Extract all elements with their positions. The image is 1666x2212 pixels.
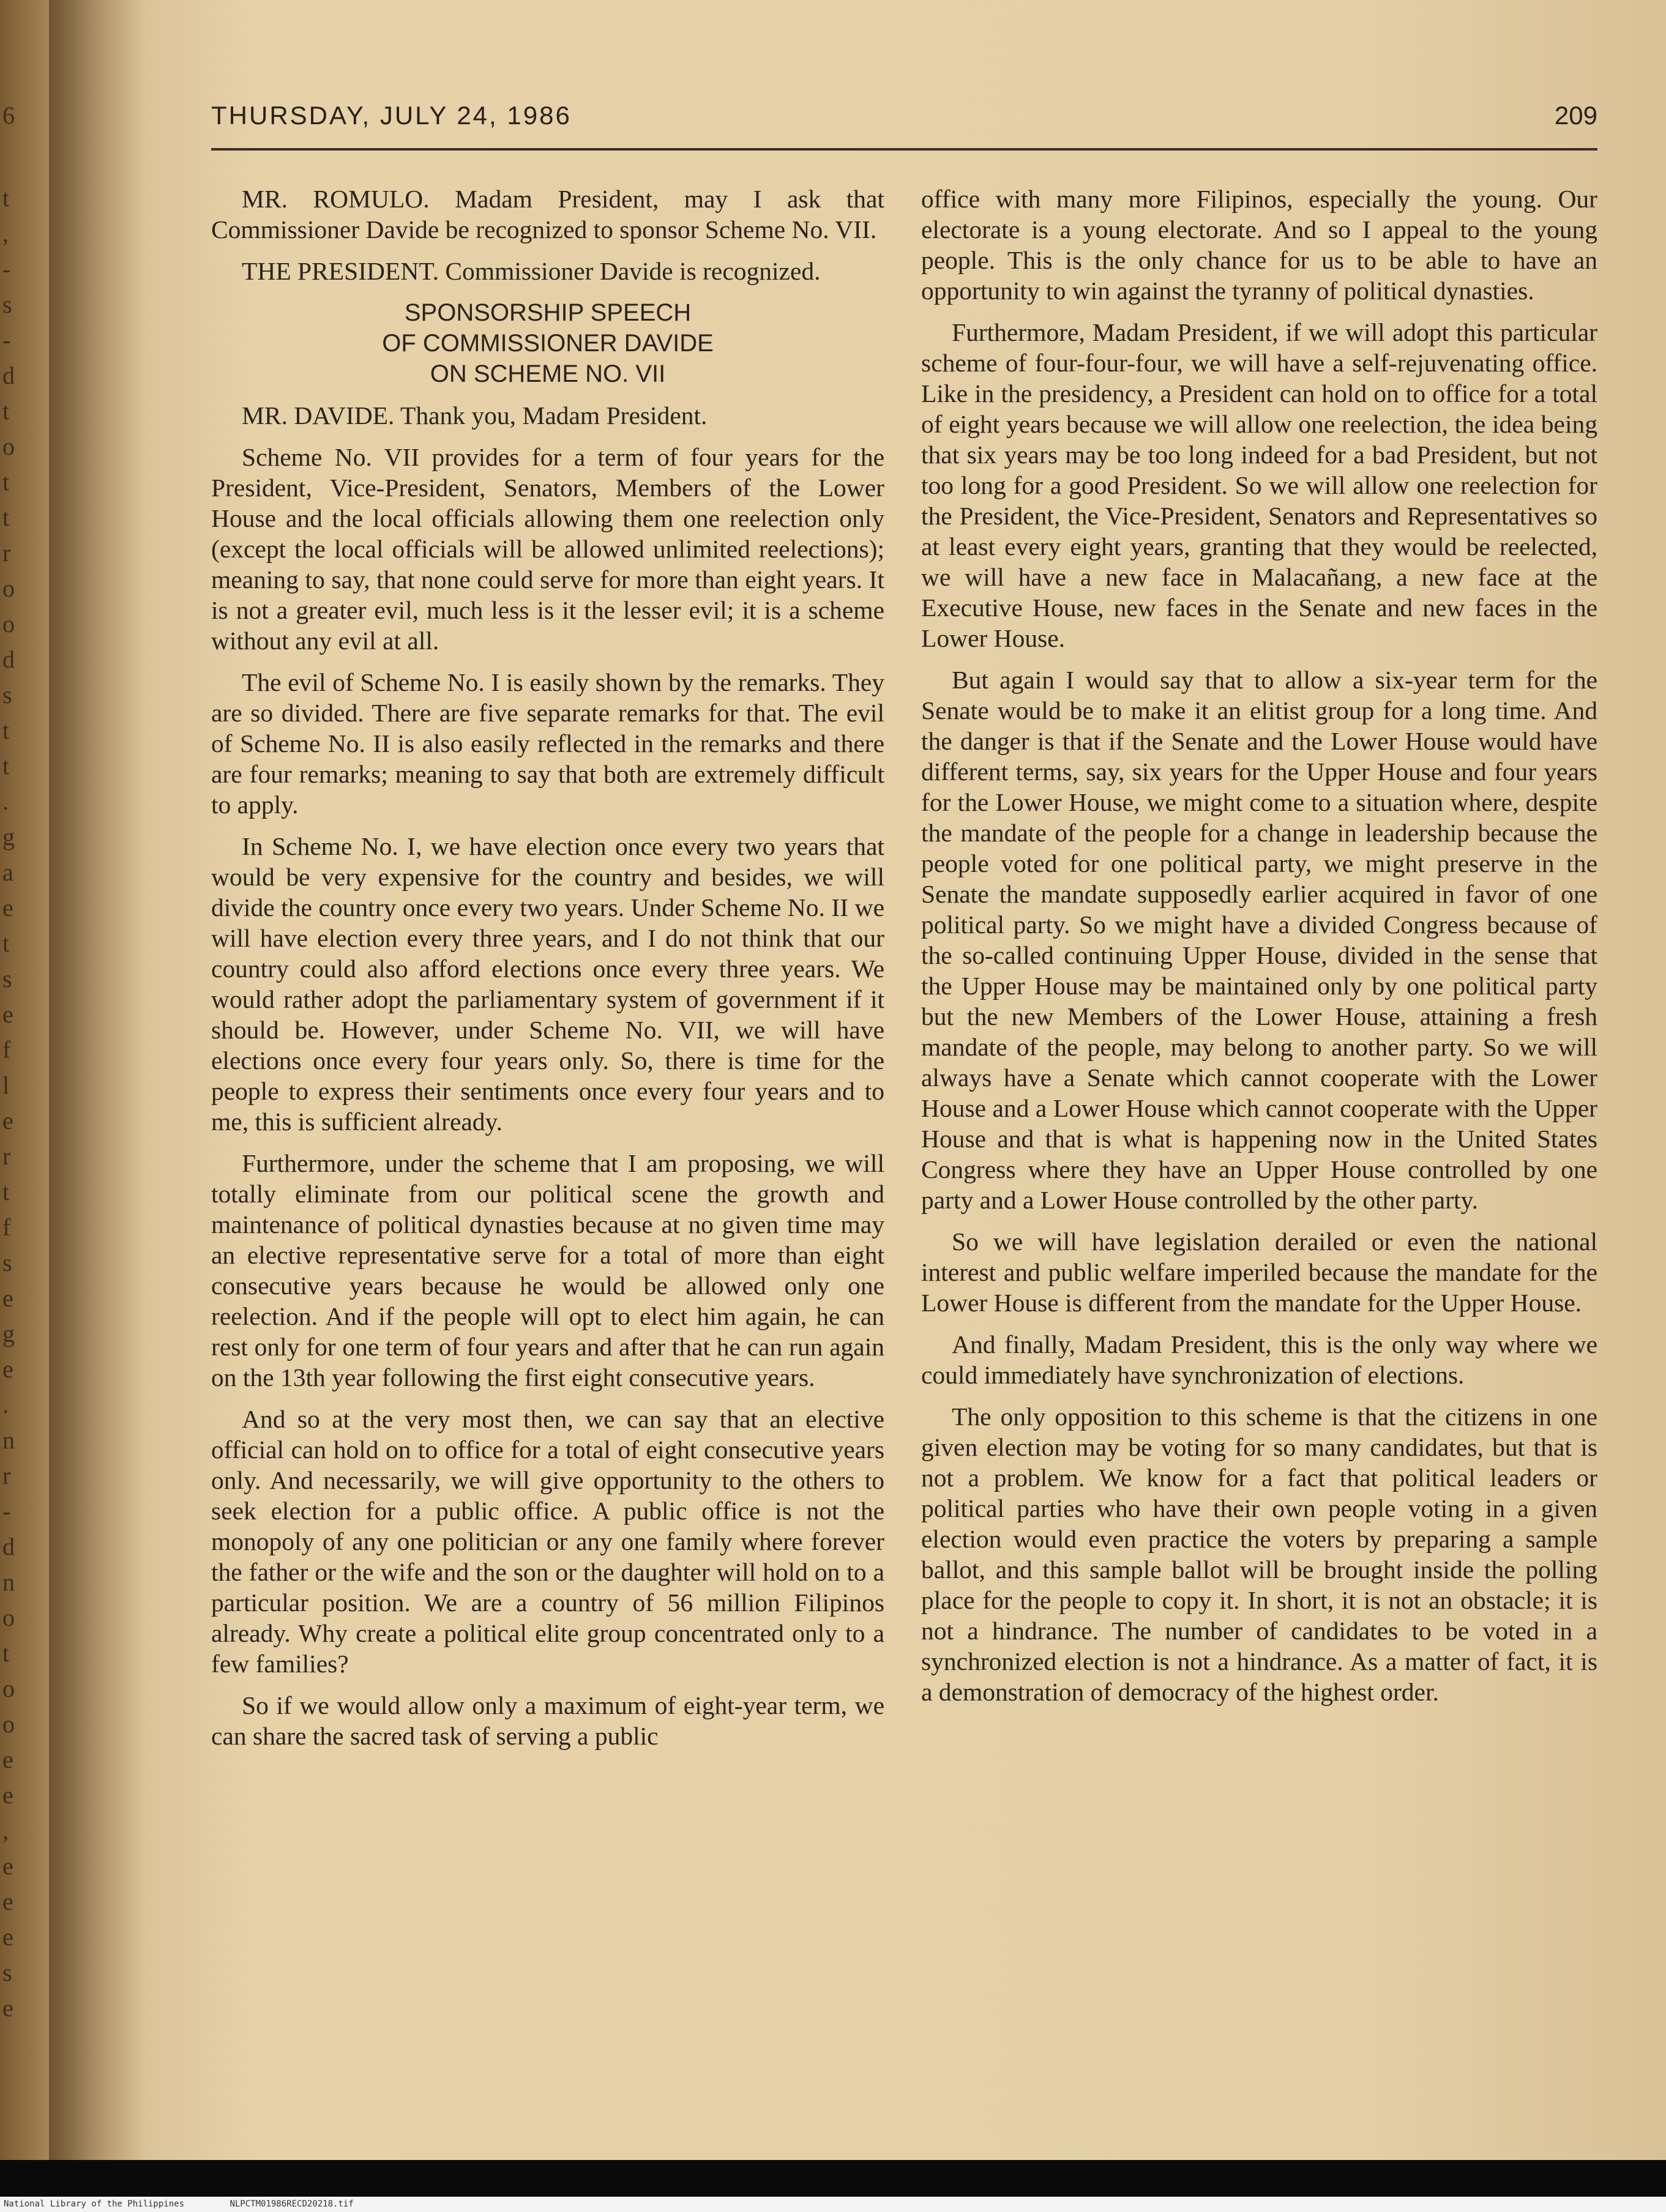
facing-page-fragment: d: [2, 362, 15, 389]
facing-page-fragment: o: [2, 1675, 15, 1702]
paragraph: Furthermore, under the scheme that I am proposing, we will totally eliminate from our political scene the growth and maintenance of political dynasties because at no given time may an elective representative serve for a total of more than eight consecutive years because he would be allowed only one reelection. And if the people will opt to elect him again, he can rest only for one term of four years and after that he can run again on the 13th year following the first eight consecutive years.: [211, 1149, 884, 1391]
facing-page-fragment: n: [2, 1426, 15, 1454]
left-column: [211, 184, 884, 1762]
paragraph: So if we would allow only a maximum of eight-year term, we can share the sacred task of serving a public: [211, 1691, 884, 1750]
facing-page-fragment: t: [2, 504, 10, 531]
facing-page-fragment: n: [2, 1568, 15, 1596]
facing-page-fragment: o: [2, 1710, 15, 1738]
facing-page-fragment: o: [2, 433, 15, 460]
paragraph: But again I would say that to allow a six-year term for the Senate would be to make it an elitist group for a long time. And the danger is that if the Senate and the Lower House would have different terms, say, six years for the Upper House and four years for the Lower House, we might come to a situation where, despite the mandate of the people for a change in leadership because the people voted for one political party, we might preserve in the Senate the mandate supposedly earlier acquired in favor of one political party. So we might have a divided Congress because of the so-called continuing Upper House, divided in the sense that the Upper House may be maintained only by one political party but the new Members of the Lower House, attaining a fresh mandate of the people, may belong to another party. So we will always have a Senate which cannot cooperate with the Lower House and a Lower House which cannot cooperate with the Upper House and that is what is happening now in the United States Congress where they have an Upper House controlled by one party and a Lower House controlled by the other party.: [921, 666, 1597, 1214]
facing-page-margin: [0, 0, 49, 2160]
facing-page-fragment: t: [2, 468, 10, 496]
section-heading: [211, 297, 884, 389]
paragraph-romulo: MR. ROMULO. Madam President, may I ask that Commissioner Davide be recognized to sponsor Scheme No. VII.: [211, 185, 884, 244]
facing-page-fragment: e: [2, 1746, 13, 1773]
facing-page-fragment: ,: [2, 220, 9, 247]
facing-page-fragment: o: [2, 1604, 15, 1631]
paragraph: The only opposition to this scheme is that the citizens in one given election may be voting for so many candidates, but that is not a problem. We know for a fact that political leaders or political parties who have their own people voting in a given election would even practice the voters by preparing a sample ballot, and this sample ballot will be brought inside the polling place for the people to copy it. In short, it is not an obstacle; it is not a hindrance. The number of candidates to be voted in a synchronized election is not a hindrance. As a matter of fact, it is a demonstration of democracy of the highest order.: [921, 1402, 1597, 1706]
paragraph: The evil of Scheme No. I is easily shown by the remarks. They are so divided. There are five separate remarks for that. The evil of Scheme No. II is also easily reflected in the remarks and there are four remarks; meaning to say that both are extremely difficult to apply.: [211, 668, 884, 819]
facing-page-fragment: f: [2, 1036, 11, 1063]
paragraph-davide: MR. DAVIDE. Thank you, Madam President.: [242, 401, 708, 430]
facing-page-fragment: l: [2, 1071, 10, 1099]
paragraph: Furthermore, Madam President, if we will adopt this particular scheme of four-four-four, we will have a self-rejuvenating office. Like in the presidency, a President can hold on to office for a total of eight years because we will allow one reelection, the idea being that six years may be too long indeed for a bad President, but not too long for a good President. So we will allow one reelection for the President, the Vice-President, Senators and Representatives so at least every eight years, granting that they would be reelected, we will have a new face in Malacañang, a new face at the Executive House, new faces in the Senate and new faces in the Lower House.: [921, 318, 1597, 652]
heading-line: SPONSORSHIP SPEECH: [404, 299, 692, 326]
facing-page-fragment: d: [2, 646, 15, 673]
facing-page-fragment: e: [2, 1284, 13, 1312]
page-header: [211, 101, 1597, 150]
facing-page-fragment: g: [2, 1320, 15, 1347]
facing-page-fragment: e: [2, 1355, 13, 1383]
facing-page-fragment: r: [2, 1142, 11, 1170]
paragraph: And so at the very most then, we can say that an elective official can hold on to office for a total of eight consecutive years only. And necessarily, we will give opportunity to the others to seek election for a public office. A public office is not the monopoly of any one politician or any one family where forever the father or the wife and the son or the daughter will hold on to a particular position. We are a country of 56 million Filipinos already. Why create a political elite group concentrated only to a few families?: [211, 1405, 884, 1678]
facing-page-fragment: t: [2, 397, 10, 425]
page-number: 209: [1554, 101, 1597, 130]
facing-page-fragment: e: [2, 1781, 13, 1809]
footer-filename: NLPCTM01986RECD20218.tif: [230, 2199, 354, 2209]
facing-page-fragment: .: [2, 788, 9, 815]
paragraph: Scheme No. VII provides for a term of four years for the President, Vice-President, Senators, Members of the Lower House and the local officials allowing them one reelection only (except the local officials will be allowed unlimited reelections); meaning to say, that none could serve for more than eight years. It is not a greater evil, much less is it the lesser evil; it is a scheme without any evil at all.: [211, 443, 884, 655]
facing-page-fragment: e: [2, 1852, 13, 1880]
facing-page-fragment: t: [2, 929, 10, 957]
heading-line: ON SCHEME NO. VII: [430, 360, 666, 387]
facing-page-fragment: -: [2, 255, 11, 283]
facing-page-fragment: d: [2, 1533, 15, 1560]
right-column: [921, 184, 1597, 1718]
facing-page-fragment: t: [2, 717, 10, 744]
facing-page-fragment: s: [2, 681, 12, 709]
facing-page-fragment: -: [2, 326, 11, 354]
facing-page-fragment: o: [2, 610, 15, 638]
paragraph: And finally, Madam President, this is the only way where we could immediately have synchronization of elections.: [921, 1330, 1597, 1389]
facing-page-fragment: s: [2, 1959, 12, 1986]
facing-page-fragment: t: [2, 1639, 10, 1667]
facing-page-fragment: e: [2, 1923, 13, 1951]
facing-page-fragment: t: [2, 752, 10, 780]
facing-page-fragment: g: [2, 823, 15, 851]
facing-page-fragment: s: [2, 291, 12, 318]
scan-footer: [0, 2197, 1666, 2212]
paragraph: In Scheme No. I, we have election once every two years that would be very expensive for the country and besides, we will divide the country once every two years. Under Scheme No. II we will have election every three years, and I do not think that our country could also afford elections once every three years. We would rather adopt the parliamentary system of government if it should be. However, under Scheme No. VII, we will have elections once every four years only. So, there is time for the people to express their sentiments once every four years and to me, this is sufficient already.: [211, 832, 884, 1136]
facing-page-fragment: r: [2, 1462, 11, 1489]
facing-page-fragment: e: [2, 894, 13, 922]
paragraph-president: THE PRESIDENT. Commissioner Davide is recognized.: [242, 257, 821, 285]
header-rule: [211, 148, 1597, 151]
facing-page-fragment: o: [2, 575, 15, 602]
facing-page-fragment: s: [2, 965, 12, 992]
facing-page-fragment: ,: [2, 1817, 9, 1844]
facing-page-fragment: e: [2, 1107, 13, 1134]
facing-page-fragment: e: [2, 1888, 13, 1915]
facing-page-fragment: a: [2, 858, 13, 886]
paragraph-continued: office with many more Filipinos, especially the young. Our electorate is a young electorate. And so I appeal to the young people. This is the only chance for us to be able to have an opportunity to win against the tyranny of political dynasties.: [921, 185, 1597, 305]
footer-library: National Library of the Philippines: [4, 2199, 185, 2209]
scan-bottom-edge: [0, 2160, 1666, 2197]
heading-line: OF COMMISSIONER DAVIDE: [382, 330, 714, 357]
facing-page-fragment: e: [2, 1000, 13, 1028]
facing-page-fragment: r: [2, 539, 11, 567]
facing-page-fragment: e: [2, 1994, 13, 2022]
header-date: THURSDAY, JULY 24, 1986: [211, 101, 572, 130]
facing-page-fragment: f: [2, 1213, 11, 1241]
facing-page-fragment: s: [2, 1249, 12, 1276]
facing-page-fragment: t: [2, 184, 10, 212]
facing-page-fragment: -: [2, 1497, 11, 1525]
facing-page-fragment: .: [2, 1391, 9, 1418]
book-gutter-shadow: [49, 0, 147, 2160]
facing-page-fragment: t: [2, 1178, 10, 1205]
paragraph: So we will have legislation derailed or even the national interest and public welfare imperiled because the mandate for the Lower House is different from the mandate for the Upper House.: [921, 1227, 1597, 1317]
facing-page-number-fragment: 6: [2, 102, 15, 129]
